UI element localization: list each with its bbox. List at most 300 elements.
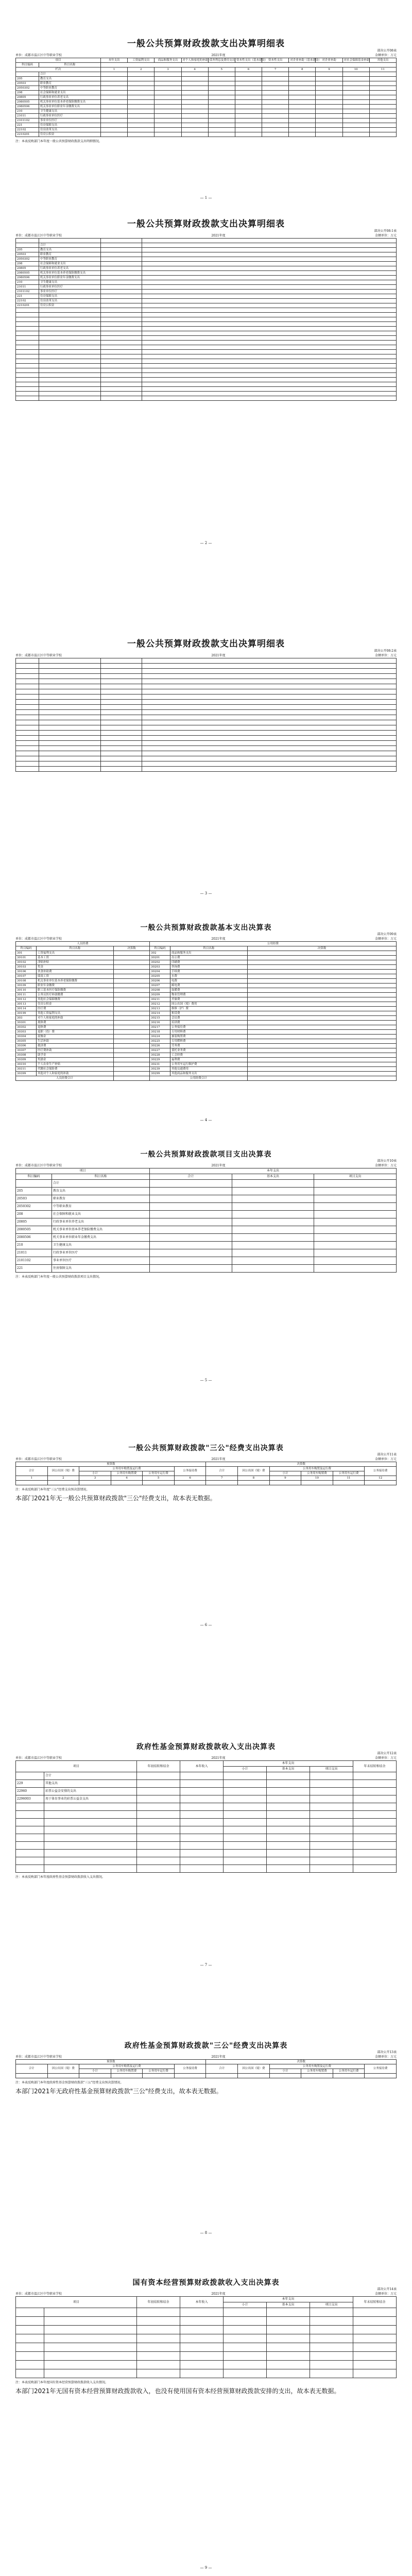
subject-code: 2080505 xyxy=(16,1226,52,1234)
amount-cell xyxy=(180,1795,224,1803)
amount-cell xyxy=(248,974,397,979)
table-row xyxy=(16,2326,397,2334)
subject-code: 30214 xyxy=(150,1011,170,1016)
table-row xyxy=(16,664,397,669)
table-row xyxy=(16,1788,397,1795)
table-row xyxy=(16,308,397,313)
subject-name: 商品和服务支出 xyxy=(170,951,248,956)
amount-cell xyxy=(142,262,397,266)
table-row xyxy=(16,1218,397,1226)
table-code: 部决公开10表 xyxy=(377,1159,397,1163)
amount-cell xyxy=(248,1025,397,1030)
amount-cell xyxy=(262,132,289,137)
amount-cell xyxy=(181,95,208,100)
amount-cell xyxy=(154,128,181,132)
table-explanation: 本部门2021年无国有资本经营预算财政拨款收入，也没有使用国有资本经营预算财政拨款安排的支出，故本表无数据。 xyxy=(15,2387,340,2395)
subject-code: 30229 xyxy=(150,1058,170,1062)
amount-cell xyxy=(369,72,396,77)
subject-code: 30110 xyxy=(16,988,37,993)
table-row xyxy=(16,336,397,341)
table-row xyxy=(16,761,397,767)
amount-cell xyxy=(232,1180,314,1188)
amount-cell xyxy=(154,91,181,95)
subject-name: 其他支出 xyxy=(44,1780,137,1788)
page-7 xyxy=(15,1741,397,1879)
amount-cell xyxy=(154,95,181,100)
amount-cell xyxy=(248,960,397,965)
subject-name: 公务用车运行维护费 xyxy=(170,1062,248,1067)
amount-cell xyxy=(114,997,150,1002)
amount-cell xyxy=(248,997,397,1002)
amount-cell xyxy=(128,128,154,132)
table-row xyxy=(16,1481,397,1485)
amount-cell xyxy=(154,105,181,109)
table-row xyxy=(16,327,397,331)
subject-code: 2080505 xyxy=(16,271,39,276)
table-row xyxy=(16,1188,397,1195)
page-number: — 3 — xyxy=(200,891,212,895)
subject-code: 20503 xyxy=(16,1195,52,1203)
table-row xyxy=(16,997,397,1002)
amount-cell xyxy=(114,984,150,988)
subject-code: 30112 xyxy=(16,997,37,1002)
money-unit: 金额单位：万元 xyxy=(374,937,397,941)
subject-code: 2101102 xyxy=(16,1257,52,1265)
detail-table xyxy=(15,658,397,772)
subject-code: 221 xyxy=(16,123,39,128)
table-meta xyxy=(15,2055,397,2059)
amount-cell xyxy=(181,118,208,123)
amount-cell xyxy=(235,95,262,100)
subject-name: 住房保障支出 xyxy=(52,1265,150,1273)
subject-code xyxy=(16,72,39,77)
amount-cell xyxy=(235,77,262,81)
total-left: 人员经费合计 xyxy=(16,1076,114,1081)
col-head: 资本性支出 xyxy=(262,58,289,63)
subject-name: 机关事业单位职业年金缴费支出 xyxy=(39,276,101,280)
amount-cell xyxy=(154,72,181,77)
subject-name: 机关事业单位基本养老保险缴费 xyxy=(37,979,114,984)
subject-code: 30211 xyxy=(150,997,170,1002)
amount-cell xyxy=(235,114,262,118)
subject-code: 30206 xyxy=(150,979,170,984)
amount-cell xyxy=(223,1795,266,1803)
subject-name: 社会保障和就业支出 xyxy=(52,1211,150,1218)
amount-cell xyxy=(128,81,154,86)
amount-cell xyxy=(314,1195,397,1203)
subject-name: 住房改革支出 xyxy=(39,128,101,132)
amount-cell xyxy=(223,1772,266,1780)
amount-cell xyxy=(150,1226,232,1234)
amount-cell xyxy=(248,956,397,960)
amount-cell xyxy=(142,243,397,248)
subject-code: 205 xyxy=(16,248,39,252)
table-row xyxy=(16,2361,397,2369)
subject-name: 邮电费 xyxy=(170,984,248,988)
amount-cell xyxy=(289,105,316,109)
subject-name: 培训费 xyxy=(170,1021,248,1025)
amount-cell xyxy=(262,114,289,118)
col-head: 债务利息及费用支出 xyxy=(208,58,235,63)
amount-cell xyxy=(232,1234,314,1242)
amount-cell xyxy=(342,109,369,114)
subject-code: 20805 xyxy=(16,266,39,271)
amount-cell xyxy=(342,132,369,137)
amount-cell xyxy=(248,1048,397,1053)
page-number: — 1 — xyxy=(200,196,212,200)
table-row xyxy=(16,387,397,392)
amount-cell xyxy=(316,105,342,109)
amount-cell xyxy=(101,128,128,132)
subject-name: 合计 xyxy=(44,1772,137,1780)
subject-code: 30201 xyxy=(150,956,170,960)
amount-cell xyxy=(142,285,397,290)
subject-code: 22102 xyxy=(16,299,39,303)
table-row xyxy=(16,1058,397,1062)
amount-cell xyxy=(289,118,316,123)
unit-label: 单位：成都市温江区中等职业学校 xyxy=(15,2055,62,2059)
amount-cell xyxy=(101,77,128,81)
table-row xyxy=(16,1011,397,1016)
amount-cell xyxy=(101,294,142,299)
table-row xyxy=(16,689,397,694)
amount-cell xyxy=(235,72,262,77)
table-row xyxy=(16,684,397,689)
amount-cell xyxy=(208,123,235,128)
subject-code: 30228 xyxy=(150,1053,170,1058)
amount-cell xyxy=(114,979,150,984)
subject-name: 电费 xyxy=(170,979,248,984)
amount-cell xyxy=(142,280,397,285)
amount-cell xyxy=(248,984,397,988)
subject-name: 被装购置费 xyxy=(170,1035,248,1039)
subject-name: 行政事业单位医疗 xyxy=(52,1249,150,1257)
table-row xyxy=(16,1257,397,1265)
amount-cell xyxy=(154,81,181,86)
amount-cell xyxy=(248,970,397,974)
subject-name: 差旅费 xyxy=(170,997,248,1002)
table-row xyxy=(16,248,397,252)
subject-code xyxy=(16,1180,52,1188)
amount-cell xyxy=(208,72,235,77)
table-row xyxy=(16,2317,397,2326)
page-9 xyxy=(15,2277,397,2395)
amount-cell xyxy=(181,123,208,128)
amount-cell xyxy=(128,132,154,137)
amount-cell xyxy=(101,271,142,276)
amount-cell xyxy=(101,109,128,114)
subject-name: 住房保障支出 xyxy=(39,123,101,128)
table-row xyxy=(16,1803,397,1811)
money-unit: 金额单位：万元 xyxy=(374,654,397,657)
table-row xyxy=(16,81,397,86)
amount-cell xyxy=(248,1007,397,1011)
table-row xyxy=(16,1826,397,1834)
subject-code: 2080506 xyxy=(16,276,39,280)
amount-cell xyxy=(142,294,397,299)
amount-cell xyxy=(142,266,397,271)
amount-cell xyxy=(101,105,128,109)
amount-cell xyxy=(262,128,289,132)
amount-cell xyxy=(314,1180,397,1188)
amount-cell xyxy=(128,86,154,91)
money-unit: 金额单位：万元 xyxy=(374,1756,397,1760)
page-8 xyxy=(15,2040,397,2095)
year-label: 2021年度 xyxy=(211,1756,226,1760)
year-label: 2021年度 xyxy=(211,54,226,57)
amount-cell xyxy=(181,132,208,137)
subject-name: 津贴补贴 xyxy=(37,960,114,965)
year-label: 2021年度 xyxy=(211,2055,226,2059)
amount-cell xyxy=(248,1058,397,1062)
amount-cell xyxy=(289,72,316,77)
table-meta xyxy=(15,2292,397,2296)
amount-cell xyxy=(114,1067,150,1072)
amount-cell xyxy=(289,81,316,86)
subject-code: 30109 xyxy=(16,984,37,988)
subject-name: 离休费 xyxy=(37,1021,114,1025)
sub-head: 科目名称 xyxy=(39,63,101,67)
subject-code: 30303 xyxy=(16,1030,37,1035)
amount-cell xyxy=(232,1188,314,1195)
subject-code: 30114 xyxy=(16,1007,37,1011)
subject-code: 301 xyxy=(16,951,37,956)
table-meta xyxy=(15,233,397,238)
subject-code: 22102 xyxy=(16,128,39,132)
amount-cell xyxy=(154,118,181,123)
subject-name: 福利费 xyxy=(170,1058,248,1062)
subject-code: 30304 xyxy=(16,1035,37,1039)
sub-head: 科目编码 xyxy=(16,63,39,67)
amount-cell xyxy=(154,77,181,81)
amount-cell xyxy=(150,1188,232,1195)
table-row xyxy=(16,303,397,308)
subject-code: 229 xyxy=(16,1780,44,1788)
table-row xyxy=(16,1265,397,1273)
subject-name: 职业教育 xyxy=(39,81,101,86)
table-row xyxy=(16,114,397,118)
table-row xyxy=(16,105,397,109)
table-note: 注：本表反映部门本年度国有资本经营预算财政拨款收入支出情况。 xyxy=(15,2381,109,2384)
subject-name: 用于体育事业的彩票公益金支出 xyxy=(44,1795,137,1803)
amount-cell xyxy=(314,1211,397,1218)
table-row xyxy=(16,341,397,345)
subject-name: 租赁费 xyxy=(170,1011,248,1016)
subject-name: 物业管理费 xyxy=(170,993,248,997)
subject-name: 住房公积金 xyxy=(37,1002,114,1007)
amount-cell xyxy=(114,1058,150,1062)
total-right: 公用经费合计 xyxy=(150,1076,248,1081)
amount-cell xyxy=(128,105,154,109)
unit-label: 单位：成都市温江区中等职业学校 xyxy=(15,937,62,941)
amount-cell xyxy=(262,123,289,128)
amount-cell xyxy=(342,77,369,81)
amount-cell xyxy=(114,1072,150,1076)
subject-code: 30202 xyxy=(150,960,170,965)
amount-cell xyxy=(208,77,235,81)
amount-cell xyxy=(150,1257,232,1265)
amount-cell xyxy=(150,1195,232,1203)
amount-cell xyxy=(150,1234,232,1242)
table-row xyxy=(16,956,397,960)
amount-cell xyxy=(101,285,142,290)
table-row xyxy=(16,317,397,322)
amount-cell xyxy=(114,988,150,993)
amount-cell xyxy=(114,1016,150,1021)
amount-cell xyxy=(235,128,262,132)
three-public-table: 预算数 决算数 合计 因公出国（境）费 公务用车购置及运行费 公务接待费 合计 因公出国（境）费 公务用车购置及运行费 公务接待费 小计 公务用车购置费 公务用车运行费 小计 公务用车购置费 公务用车运行费 1 2 3 4 5 6 7 8 9 10 11 12 xyxy=(15,1462,397,1485)
amount-cell xyxy=(114,993,150,997)
subject-code: 208 xyxy=(16,1211,52,1218)
subject-name: 卫生健康支出 xyxy=(39,280,101,285)
year-label: 2021年度 xyxy=(211,654,226,657)
subject-name: 医疗费 xyxy=(37,1007,114,1011)
table-row xyxy=(16,658,397,664)
table-meta xyxy=(15,1163,397,1168)
amount-cell xyxy=(101,86,128,91)
subject-name: 机关事业单位基本养老保险缴费支出 xyxy=(39,271,101,276)
amount-cell xyxy=(310,1772,353,1780)
amount-cell xyxy=(235,123,262,128)
subject-code: 30306 xyxy=(16,1044,37,1048)
amount-cell xyxy=(369,91,396,95)
amount-cell xyxy=(208,95,235,100)
page-number: — 6 — xyxy=(200,1623,212,1627)
amount-cell xyxy=(248,1039,397,1044)
subject-name: 行政事业单位养老支出 xyxy=(39,266,101,271)
subject-name: 印刷费 xyxy=(170,960,248,965)
amount-cell xyxy=(154,100,181,105)
amount-cell xyxy=(114,951,150,956)
amount-cell xyxy=(208,100,235,105)
amount-cell xyxy=(150,1211,232,1218)
amount-cell xyxy=(101,252,142,257)
subject-name: 抚恤金 xyxy=(37,1035,114,1039)
amount-cell xyxy=(369,95,396,100)
unit-label: 单位：成都市温江区中等职业学校 xyxy=(15,1164,62,1167)
amount-cell xyxy=(232,1211,314,1218)
amount-cell xyxy=(316,81,342,86)
subject-code xyxy=(16,1772,44,1780)
subject-name: 职工基本医疗保险缴费 xyxy=(37,988,114,993)
col-head: 其他支出 xyxy=(369,58,396,63)
amount-cell xyxy=(353,1795,396,1803)
table-row xyxy=(16,331,397,336)
page-number: — 9 — xyxy=(200,2566,212,2570)
amount-cell xyxy=(369,128,396,132)
amount-cell xyxy=(101,290,142,294)
amount-cell xyxy=(142,271,397,276)
page-title: 一般公共预算财政拨款支出决算明细表 xyxy=(127,639,285,649)
table-meta xyxy=(15,937,397,941)
subject-code: 30301 xyxy=(16,1021,37,1025)
table-row xyxy=(16,294,397,299)
table-row xyxy=(16,1025,397,1030)
table-row xyxy=(16,1249,397,1257)
amount-cell xyxy=(262,81,289,86)
page-3 xyxy=(15,636,397,772)
subject-name: 公务员医疗补助缴费 xyxy=(37,993,114,997)
amount-cell xyxy=(248,1044,397,1048)
money-unit: 金额单位：万元 xyxy=(374,1164,397,1167)
page-title: 一般公共预算财政拨款项目支出决算表 xyxy=(140,1150,272,1159)
amount-cell xyxy=(114,1021,150,1025)
subject-name: 行政事业单位医疗 xyxy=(39,114,101,118)
amount-cell xyxy=(128,77,154,81)
amount-cell xyxy=(101,276,142,280)
amount-cell xyxy=(154,114,181,118)
subject-name: 住房公积金 xyxy=(39,303,101,308)
table-row xyxy=(16,674,397,679)
amount-cell xyxy=(262,72,289,77)
subject-code: 30209 xyxy=(150,993,170,997)
subject-code: 30113 xyxy=(16,1002,37,1007)
subject-code: 2210201 xyxy=(16,303,39,308)
table-row xyxy=(16,984,397,988)
table-row xyxy=(16,354,397,359)
subject-name: 职业教育 xyxy=(52,1195,150,1203)
amount-cell xyxy=(342,100,369,105)
table-row xyxy=(16,979,397,984)
table-row xyxy=(16,715,397,720)
table-row xyxy=(16,1842,397,1850)
table-row xyxy=(16,1035,397,1039)
table-row xyxy=(16,91,397,95)
money-unit: 金额单位：万元 xyxy=(374,234,397,238)
amount-cell xyxy=(342,72,369,77)
amount-cell xyxy=(142,248,397,252)
subject-code: 30207 xyxy=(150,984,170,988)
amount-cell xyxy=(235,105,262,109)
subject-code: 30224 xyxy=(150,1035,170,1039)
subject-name: 机关事业单位基本养老保险缴费支出 xyxy=(52,1226,150,1234)
subject-name: 奖励金 xyxy=(37,1058,114,1062)
subject-name: 职业年金缴费 xyxy=(37,984,114,988)
page-1 xyxy=(15,36,397,143)
subject-name: 合计 xyxy=(39,72,101,77)
basic-expense-table: 人员经费 公用经费 科目编码 科目名称 决算数 科目编码 科目名称 决算数 301 工资福利支出 302 商品和服务支出 30101 基本工资 30201 办公费 30102 津贴补贴 30202 印刷费 30103 奖金 30203 咨询费 30106 伙食补助费 30204 手续费 30107 绩效工资 30205 水费 30108 机关事业单位基本养老保险缴费 30206 电费 30109 职业年金缴费 30207 邮电费 30110 职工基本医疗保险缴费 30208 取暖费 30111 公务员医疗补助缴费 30209 物业管理费 30112 其他社会保障缴费 30211 差旅费 30113 住房公积金 30212 因公出国（境）费用 30114 医疗费 30213 维修（护）费 30199 其他工资福利支出 30214 租赁费 303 对个人和家庭的补助 30215 会议费 30301 离休费 30216 培训费 30302 退休费 30217 公务接待费 30303 退职（役）费 30218 专用材料费 30304 抚恤金 30224 被装购置费 30305 生活补助 30225 专用燃料费 30306 救济费 30226 劳务费 30307 医疗费补助 30227 委托业务费 30308 助学金 30228 工会经费 30309 奖励金 30229 福利费 30310 个人农业生产补贴 30231 公务用车运行维护费 30311 代缴社会保险费 30239 其他交通费用 30399 其他对个人和家庭的补助 30299 其他商品和服务支出 人员经费合计 公用经费合计 xyxy=(15,941,397,1081)
col-head: 公用经费 xyxy=(150,942,397,946)
amount-cell xyxy=(316,128,342,132)
table-row xyxy=(16,243,397,248)
subject-code: 30106 xyxy=(16,970,37,974)
amount-cell xyxy=(154,132,181,137)
subject-code: 30310 xyxy=(16,1062,37,1067)
table-row xyxy=(16,1048,397,1053)
subject-name: 社会保障和就业支出 xyxy=(39,91,101,95)
subject-code: 30212 xyxy=(150,1002,170,1007)
amount-cell xyxy=(181,81,208,86)
table-row xyxy=(16,1007,397,1011)
amount-cell xyxy=(128,72,154,77)
amount-cell xyxy=(235,100,262,105)
subject-code: 30311 xyxy=(16,1067,37,1072)
subject-code: 30208 xyxy=(150,988,170,993)
col-head: 对个人和家庭的补助 xyxy=(181,58,208,63)
amount-cell xyxy=(316,109,342,114)
subject-code: 303 xyxy=(16,1016,37,1021)
subject-code: 21011 xyxy=(16,114,39,118)
table-row xyxy=(16,373,397,378)
amount-cell xyxy=(310,1795,353,1803)
subject-name: 彩票公益金安排的支出 xyxy=(44,1788,137,1795)
amount-cell xyxy=(353,1772,396,1780)
amount-cell xyxy=(314,1242,397,1249)
amount-cell xyxy=(314,1218,397,1226)
table-code: 部决公开08表 xyxy=(377,49,397,53)
unit-label: 单位：成都市温江区中等职业学校 xyxy=(15,234,62,238)
table-row xyxy=(16,2074,397,2078)
